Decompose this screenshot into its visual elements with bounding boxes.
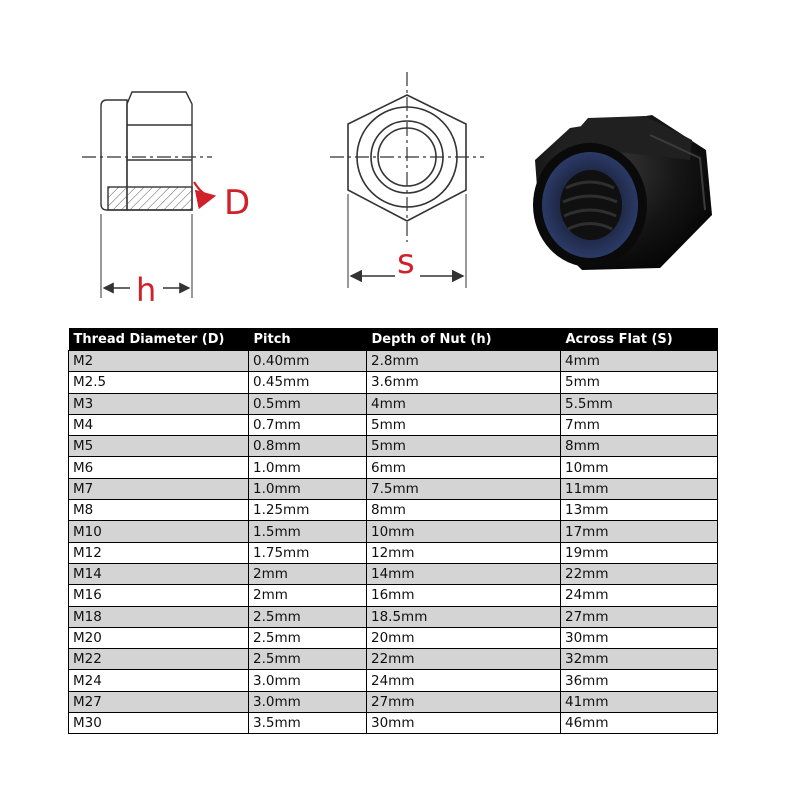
across-flat-cell: 17mm [561, 521, 718, 542]
depth-cell: 7.5mm [367, 478, 561, 499]
table-row [69, 649, 718, 670]
pitch-cell: 0.5mm [249, 393, 367, 414]
drawings-panel [0, 0, 800, 320]
across-flat-cell: 46mm [561, 713, 718, 734]
depth-cell: 10mm [367, 521, 561, 542]
across-flat-cell: 5.5mm [561, 393, 718, 414]
thread-diameter-cell: M27 [69, 691, 249, 712]
table-row [69, 372, 718, 393]
depth-cell: 24mm [367, 670, 561, 691]
table-row [69, 500, 718, 521]
pitch-cell: 1.0mm [249, 478, 367, 499]
across-flat-cell: 13mm [561, 500, 718, 521]
pitch-cell: 3.0mm [249, 670, 367, 691]
pitch-cell: 0.45mm [249, 372, 367, 393]
depth-cell: 30mm [367, 713, 561, 734]
pitch-cell: 2.5mm [249, 606, 367, 627]
header-depth: Depth of Nut (h) [367, 328, 561, 351]
thread-diameter-cell: M14 [69, 563, 249, 584]
pitch-cell: 3.0mm [249, 691, 367, 712]
label-d: D [224, 183, 251, 223]
thread-diameter-cell: M6 [69, 457, 249, 478]
across-flat-cell: 7mm [561, 414, 718, 435]
table-row [69, 670, 718, 691]
pitch-cell: 0.7mm [249, 414, 367, 435]
across-flat-cell: 4mm [561, 351, 718, 372]
thread-diameter-cell: M16 [69, 585, 249, 606]
table-row [69, 713, 718, 734]
depth-cell: 5mm [367, 436, 561, 457]
thread-diameter-cell: M12 [69, 542, 249, 563]
depth-cell: 4mm [367, 393, 561, 414]
depth-cell: 8mm [367, 500, 561, 521]
thread-diameter-cell: M18 [69, 606, 249, 627]
across-flat-cell: 5mm [561, 372, 718, 393]
depth-cell: 27mm [367, 691, 561, 712]
table-row [69, 457, 718, 478]
table-row [69, 542, 718, 563]
thread-diameter-cell: M8 [69, 500, 249, 521]
thread-diameter-cell: M3 [69, 393, 249, 414]
depth-cell: 6mm [367, 457, 561, 478]
pitch-cell: 2mm [249, 563, 367, 584]
thread-diameter-cell: M4 [69, 414, 249, 435]
thread-diameter-cell: M10 [69, 521, 249, 542]
pitch-cell: 2.5mm [249, 627, 367, 648]
across-flat-cell: 32mm [561, 649, 718, 670]
across-flat-cell: 22mm [561, 563, 718, 584]
pitch-cell: 1.5mm [249, 521, 367, 542]
table-row [69, 436, 718, 457]
table-row [69, 521, 718, 542]
thread-diameter-cell: M2.5 [69, 372, 249, 393]
label-h: h [136, 271, 157, 309]
thread-diameter-cell: M5 [69, 436, 249, 457]
pitch-cell: 1.75mm [249, 542, 367, 563]
across-flat-cell: 30mm [561, 627, 718, 648]
table-row [69, 393, 718, 414]
table-row [69, 606, 718, 627]
table-row [69, 563, 718, 584]
pitch-cell: 1.0mm [249, 457, 367, 478]
across-flat-cell: 11mm [561, 478, 718, 499]
thread-diameter-cell: M7 [69, 478, 249, 499]
across-flat-cell: 36mm [561, 670, 718, 691]
depth-cell: 5mm [367, 414, 561, 435]
thread-diameter-cell: M24 [69, 670, 249, 691]
table-row [69, 585, 718, 606]
pitch-cell: 2mm [249, 585, 367, 606]
pitch-cell: 2.5mm [249, 649, 367, 670]
table-body [69, 351, 718, 734]
table-row [69, 478, 718, 499]
depth-cell: 16mm [367, 585, 561, 606]
thread-diameter-cell: M2 [69, 351, 249, 372]
across-flat-cell: 27mm [561, 606, 718, 627]
depth-cell: 3.6mm [367, 372, 561, 393]
across-flat-cell: 41mm [561, 691, 718, 712]
table-row [69, 351, 718, 372]
depth-cell: 12mm [367, 542, 561, 563]
side-view-drawing [82, 92, 212, 298]
table-row [69, 414, 718, 435]
spec-table [68, 328, 718, 734]
depth-cell: 14mm [367, 563, 561, 584]
depth-cell: 20mm [367, 627, 561, 648]
pitch-cell: 0.8mm [249, 436, 367, 457]
depth-cell: 18.5mm [367, 606, 561, 627]
across-flat-cell: 10mm [561, 457, 718, 478]
header-pitch: Pitch [249, 328, 367, 351]
across-flat-cell: 8mm [561, 436, 718, 457]
d-pointer-arrow [194, 182, 214, 196]
across-flat-cell: 19mm [561, 542, 718, 563]
thread-diameter-cell: M20 [69, 627, 249, 648]
thread-diameter-cell: M30 [69, 713, 249, 734]
pitch-cell: 0.40mm [249, 351, 367, 372]
table-row [69, 627, 718, 648]
thread-diameter-cell: M22 [69, 649, 249, 670]
across-flat-cell: 24mm [561, 585, 718, 606]
depth-cell: 2.8mm [367, 351, 561, 372]
table-row [69, 691, 718, 712]
nylon-lock-nut-icon [533, 115, 712, 270]
header-across-flat: Across Flat (S) [561, 328, 718, 351]
table-header-row [69, 328, 718, 351]
label-s: s [397, 242, 415, 282]
header-thread-diameter: Thread Diameter (D) [69, 328, 249, 351]
depth-cell: 22mm [367, 649, 561, 670]
pitch-cell: 3.5mm [249, 713, 367, 734]
pitch-cell: 1.25mm [249, 500, 367, 521]
